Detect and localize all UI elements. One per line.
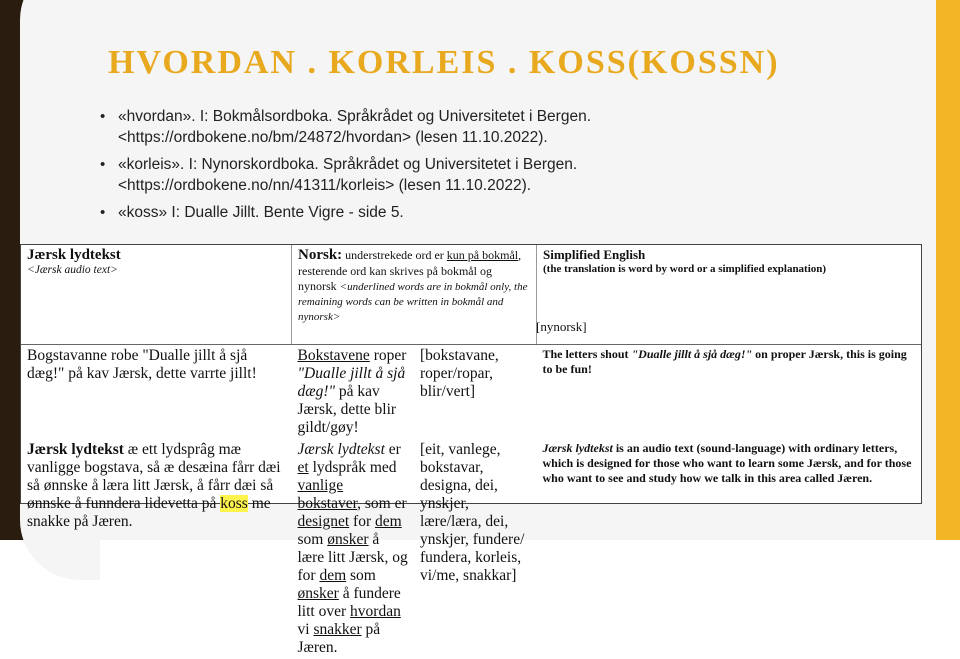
reference-list (100, 106, 820, 229)
header-jaersk: Jærsk lydtekst <Jærsk audio text> (21, 245, 292, 345)
lexicon-table-image (20, 244, 922, 656)
lexicon-table (21, 245, 921, 659)
reference-link-hvordan[interactable]: <https://ordbokene.no/bm/24872/hvordan> (lesen 11.10.2022). (118, 129, 548, 146)
right-gold-band (936, 0, 960, 540)
reference-item-korleis: • «korleis». I: Nynorskordboka. Språkrådet og Universitetet i Bergen. <https://ordbokene.no/nn/41311/korleis> (lesen 11.10.2022). (100, 154, 820, 196)
nynorsk-tag: [nynorsk] (536, 319, 587, 334)
header-english: Simplified English (the translation is word by word or a simplified explanation) (537, 245, 922, 345)
highlighted-word-koss: koss (220, 495, 248, 512)
table-header-row (21, 245, 921, 345)
reference-item-koss: • «koss» I: Dualle Jillt. Bente Vigre - side 5. (100, 202, 820, 223)
slide-title: HVORDAN . KORLEIS . KOSS(KOSSN) (108, 44, 780, 81)
table-row: Bogstavanne robe "Dualle jillt å sjå dæg!" på kav Jærsk, dette varrte jillt! Bokstavene roper "Dualle jillt å sjå dæg!" på kav Jærsk, dette blir gildt/gøy! [bokstavane, roper/ropar, blir/vert] The letters shout "Dualle jillt å sjå dæg!" on proper Jærsk, this is going to be fun! (27, 347, 907, 436)
reference-item-hvordan: • «hvordan». I: Bokmålsordboka. Språkrådet og Universitetet i Bergen. <https://ordbokene.no/bm/24872/hvordan> (lesen 11.10.2022). (100, 106, 820, 148)
table-row: Jærsk lydtekst æ ett lydsprâg mæ vanligge bogstava, så æ desæina fårr dæi så ønnske å læra litt Jærsk, å fårr dæi så ønnske å funndera lidevetta på koss me snakke på Jæren. Jærsk lydtekst er et lydspråk med vanlige bokstaver, som er designet for dem som ønsker å lære litt Jærsk, og for dem som ønsker å fundere litt over hvordan vi snakker på Jæren. [eit, vanlege, bokstavar, designa, dei, ynskjer, lære/læra, dei, ynskjer, fundere/ fundera, korleis, vi/me, snakkar] Jærsk lydtekst is an audio text (sound-language) with ordinary letters, which is designed for those who want to learn some Jærsk, and for those who want to see and study how we talk in this area called Jæren. (27, 441, 912, 656)
reference-link-korleis[interactable]: <https://ordbokene.no/nn/41311/korleis> (lesen 11.10.2022). (118, 177, 532, 194)
header-norsk: Norsk: understrekede ord er kun på bokmål, resterende ord kan skrives på bokmål og nynorsk <underlined words are in bokmål only, the remaining words can be written in bokmål and nynorsk> [nynorsk] (292, 245, 537, 345)
